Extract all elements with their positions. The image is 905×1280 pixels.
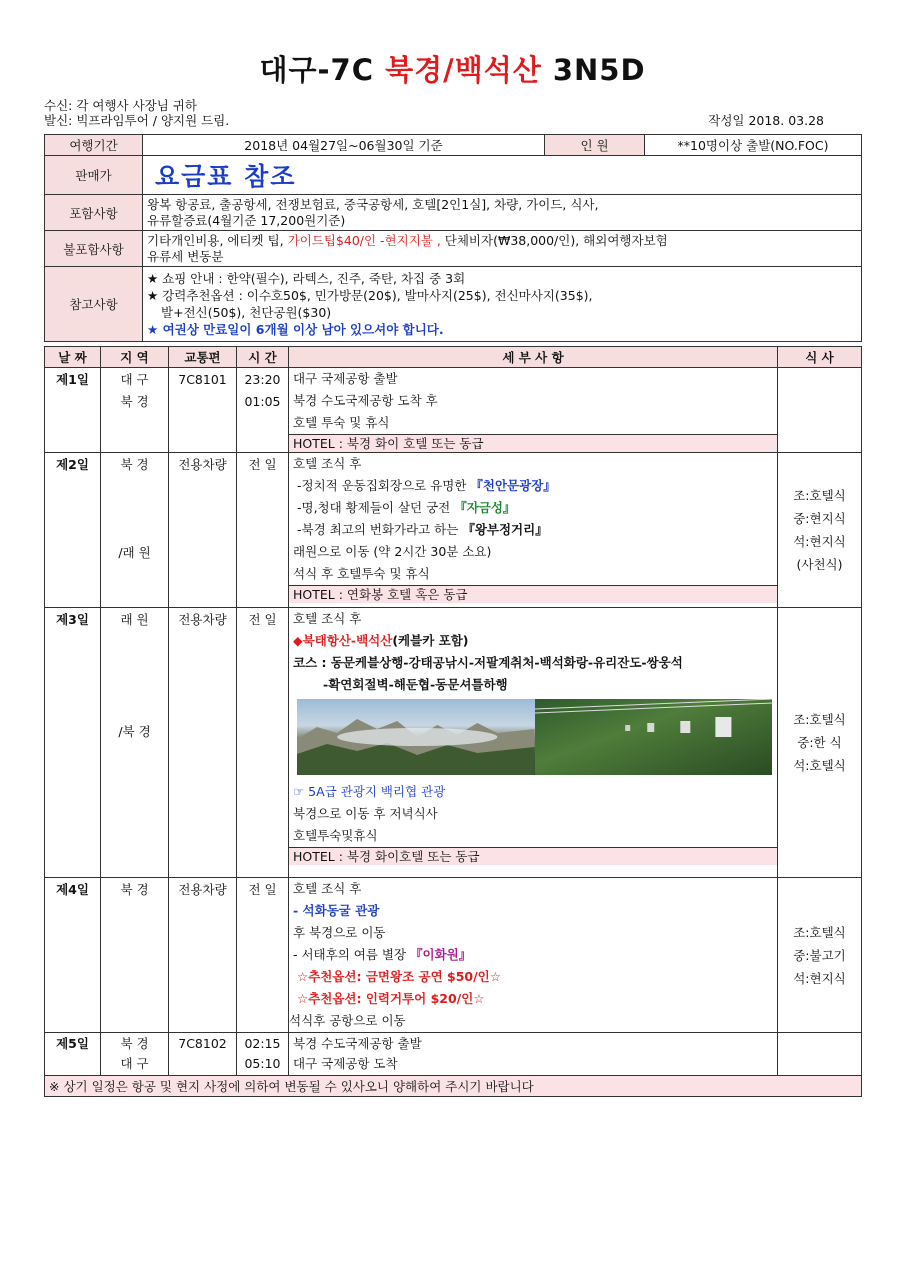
meal-breakfast: 조:호텔식 bbox=[793, 488, 846, 503]
meal-lunch: 중:현지식 bbox=[793, 511, 846, 526]
excluded-line: 유류세 변동분 bbox=[147, 248, 224, 264]
region bbox=[101, 1033, 169, 1076]
shopping-note: ★ 쇼핑 안내 : 한약(필수), 라텍스, 진주, 죽탄, 차집 중 3회 bbox=[147, 271, 466, 286]
detail-line: 북경으로 이동 후 저녁식사 bbox=[293, 806, 438, 821]
detail-text: -정치적 운동집회장으로 유명한 bbox=[297, 478, 471, 493]
scenery-photos bbox=[297, 699, 772, 775]
included-value bbox=[143, 195, 862, 231]
transport: 7C8102 bbox=[169, 1033, 237, 1076]
region-name: 북 경 bbox=[120, 394, 149, 409]
transport: 7C8101 bbox=[169, 368, 237, 453]
detail-line: 북경 수도국제공항 도착 후 bbox=[293, 393, 438, 408]
option-line: ☆추천옵션: 인력거투어 $20/인☆ bbox=[297, 991, 485, 1006]
region-name: 북 경 bbox=[120, 1036, 149, 1051]
time-value: 23:20 bbox=[244, 372, 281, 387]
detail-line: 북경 수도국제공항 출발 bbox=[293, 1036, 422, 1051]
meal-breakfast: 조:호텔식 bbox=[793, 924, 846, 940]
wangfujing-name: 『왕부정거리』 bbox=[462, 522, 548, 537]
transport: 전용차량 bbox=[169, 608, 237, 878]
detail bbox=[289, 368, 778, 453]
time-value: 05:10 bbox=[244, 1056, 281, 1071]
region bbox=[101, 368, 169, 453]
hotel-line: HOTEL : 연화봉 호텔 혹은 동급 bbox=[289, 585, 777, 603]
options-note-cont: 발+전신(50$), 천단공원($30) bbox=[161, 305, 332, 320]
region-name: 북 경 bbox=[120, 457, 149, 472]
meal bbox=[778, 453, 862, 608]
title-destination: 북경/백석산 bbox=[385, 53, 542, 87]
day-label: 제4일 bbox=[45, 878, 101, 1033]
detail-line: 래원으로 이동 (약 2시간 30분 소요) bbox=[293, 544, 492, 559]
region: 북 경 bbox=[101, 878, 169, 1033]
region-name: /래 원 bbox=[118, 545, 151, 560]
detail-line: 석식후 공항으로 이동 bbox=[289, 1013, 406, 1028]
detail-line bbox=[289, 630, 777, 652]
col-meal: 식 사 bbox=[778, 347, 862, 368]
title-route: 대구-7C bbox=[259, 53, 386, 87]
page-title bbox=[0, 48, 905, 89]
detail-line: 호텔 조식 후 bbox=[293, 611, 362, 626]
title-duration: 3N5D bbox=[541, 53, 646, 87]
schedule-table bbox=[44, 346, 862, 1097]
region bbox=[101, 453, 169, 608]
detail-line: 석식 후 호텔투숙 및 휴식 bbox=[293, 566, 430, 581]
period-value: 2018년 04월27일~06월30일 기준 bbox=[143, 135, 545, 156]
notes-value bbox=[143, 267, 862, 342]
hotel-line: HOTEL : 북경 화이호텔 또는 동급 bbox=[289, 847, 777, 865]
col-time: 시 간 bbox=[237, 347, 289, 368]
day4-row bbox=[45, 878, 862, 1033]
info-table bbox=[44, 134, 862, 342]
region bbox=[101, 608, 169, 878]
excluded-text: 단체비자(₩38,000/인), 해외여행자보험 bbox=[440, 232, 668, 248]
included-line: 유류할증료(4월기준 17,200원기준) bbox=[147, 212, 346, 228]
time-value: 02:15 bbox=[244, 1036, 281, 1051]
forbidden-city-name: 『자금성』 bbox=[454, 500, 516, 515]
region-name: 대 구 bbox=[120, 372, 149, 387]
col-date: 날 짜 bbox=[45, 347, 101, 368]
detail-line: 호텔 조식 후 bbox=[293, 881, 362, 896]
cave-line: - 석화동굴 관광 bbox=[293, 903, 380, 918]
meal bbox=[778, 368, 862, 453]
excluded-value bbox=[143, 231, 862, 267]
baishishan-name: ◆북태항산-백석산 bbox=[293, 633, 393, 648]
price-label: 판매가 bbox=[45, 156, 143, 195]
meal-lunch: 중:불고기 bbox=[793, 947, 846, 963]
detail-line bbox=[289, 497, 777, 519]
detail bbox=[289, 1033, 778, 1076]
detail-text: -북경 최고의 번화가라고 하는 bbox=[297, 522, 463, 537]
time: 전 일 bbox=[237, 453, 289, 608]
col-detail: 세 부 사 항 bbox=[289, 347, 778, 368]
recipient-text: 수신: 각 여행사 사장님 귀하 bbox=[44, 98, 197, 113]
detail-line bbox=[289, 475, 777, 497]
detail-line: 대구 국제공항 도착 bbox=[293, 1056, 398, 1071]
baekrihyeop-line: ☞ 5A급 관광지 백리협 관광 bbox=[293, 784, 446, 799]
mountain-photo bbox=[297, 699, 535, 775]
sender-line bbox=[44, 113, 862, 128]
sender-text: 발신: 빅프라임투어 / 양지원 드림. bbox=[44, 113, 230, 128]
detail-line bbox=[289, 519, 777, 541]
meal bbox=[778, 1033, 862, 1076]
time bbox=[237, 368, 289, 453]
passport-note: 여권상 만료일이 6개월 이상 남아 있으셔야 합니다. bbox=[158, 322, 444, 337]
transport: 전용차량 bbox=[169, 878, 237, 1033]
detail bbox=[289, 608, 778, 878]
time: 전 일 bbox=[237, 608, 289, 878]
detail-text: (케블카 포함) bbox=[392, 633, 469, 648]
options-note: ★ 강력추천옵션 : 이수호50$, 민가방문(20$), 발마사지(25$), 전신마사지(35$), bbox=[147, 288, 593, 303]
day-label: 제3일 bbox=[45, 608, 101, 878]
region-name: 대 구 bbox=[120, 1056, 149, 1071]
excluded-label: 불포함사항 bbox=[45, 231, 143, 267]
col-region: 지 역 bbox=[101, 347, 169, 368]
day5-row bbox=[45, 1033, 862, 1076]
region-name: 래 원 bbox=[120, 612, 149, 627]
time: 전 일 bbox=[237, 878, 289, 1033]
day-label: 제2일 bbox=[45, 453, 101, 608]
price-value: 요금표 참조 bbox=[143, 156, 862, 195]
course-line: 코스 : 동문케블상행-강태공낚시-저팔계취처-백석화랑-유리잔도-쌍웅석 bbox=[293, 655, 683, 670]
day1-row bbox=[45, 368, 862, 453]
cablecar-photo bbox=[535, 699, 773, 775]
detail-line bbox=[289, 944, 777, 966]
detail-line: 호텔투숙및휴식 bbox=[293, 828, 378, 843]
hotel-line: HOTEL : 북경 화이 호텔 또는 동급 bbox=[289, 434, 777, 452]
tiananmen-name: 『천안문광장』 bbox=[470, 478, 556, 493]
col-transport: 교통편 bbox=[169, 347, 237, 368]
meal-lunch: 중:한 식 bbox=[797, 735, 842, 750]
meal-dinner: 석:현지식 bbox=[793, 970, 846, 986]
guide-tip-text: 가이드팁$40/인 -현지지불 , bbox=[287, 232, 441, 248]
time-value: 01:05 bbox=[244, 394, 281, 409]
transport: 전용차량 bbox=[169, 453, 237, 608]
summer-palace-name: 『이화원』 bbox=[410, 947, 472, 962]
day-label: 제1일 bbox=[45, 368, 101, 453]
period-label: 여행기간 bbox=[45, 135, 143, 156]
course-line: -확연회절벽-해둔협-동문셔틀하행 bbox=[323, 677, 508, 692]
notes-label: 참고사항 bbox=[45, 267, 143, 342]
recipient-line bbox=[44, 98, 862, 113]
people-label: 인 원 bbox=[545, 135, 645, 156]
meal-dinner: 석:호텔식 bbox=[793, 758, 846, 773]
meal-breakfast: 조:호텔식 bbox=[793, 712, 846, 727]
meal-note: (사천식) bbox=[796, 557, 843, 572]
detail-text: -명,청대 황제들이 살던 궁전 bbox=[297, 500, 455, 515]
meal bbox=[778, 878, 862, 1033]
included-line: 왕복 항공료, 출공항세, 전쟁보험료, 중국공항세, 호텔[2인1실], 차량, 가이드, 식사, bbox=[147, 196, 599, 212]
day2-row bbox=[45, 453, 862, 608]
detail bbox=[289, 878, 778, 1033]
meal-dinner: 석:현지식 bbox=[793, 534, 846, 549]
detail-text: - 서태후의 여름 별장 bbox=[293, 947, 411, 962]
day-label: 제5일 bbox=[45, 1033, 101, 1076]
included-label: 포함사항 bbox=[45, 195, 143, 231]
day3-row bbox=[45, 608, 862, 878]
detail-line: 호텔 조식 후 bbox=[293, 456, 362, 471]
star-icon: ★ bbox=[147, 322, 159, 337]
region-name: /북 경 bbox=[118, 724, 151, 739]
detail bbox=[289, 453, 778, 608]
detail-line: 대구 국제공항 출발 bbox=[293, 371, 398, 386]
detail-line: 호텔 투숙 및 휴식 bbox=[293, 415, 390, 430]
meal bbox=[778, 608, 862, 878]
time bbox=[237, 1033, 289, 1076]
written-date: 작성일 2018. 03.28 bbox=[708, 113, 824, 128]
excluded-text: 기타개인비용, 에티켓 팁, bbox=[147, 232, 288, 248]
people-value: **10명이상 출발(NO.FOC) bbox=[645, 135, 862, 156]
footnote: ※ 상기 일정은 항공 및 현지 사정에 의하여 변동될 수 있사오니 양해하여 주시기 바랍니다 bbox=[45, 1076, 862, 1097]
detail-line: 후 북경으로 이동 bbox=[293, 925, 386, 940]
option-line: ☆추천옵션: 금면왕조 공연 $50/인☆ bbox=[297, 969, 501, 984]
